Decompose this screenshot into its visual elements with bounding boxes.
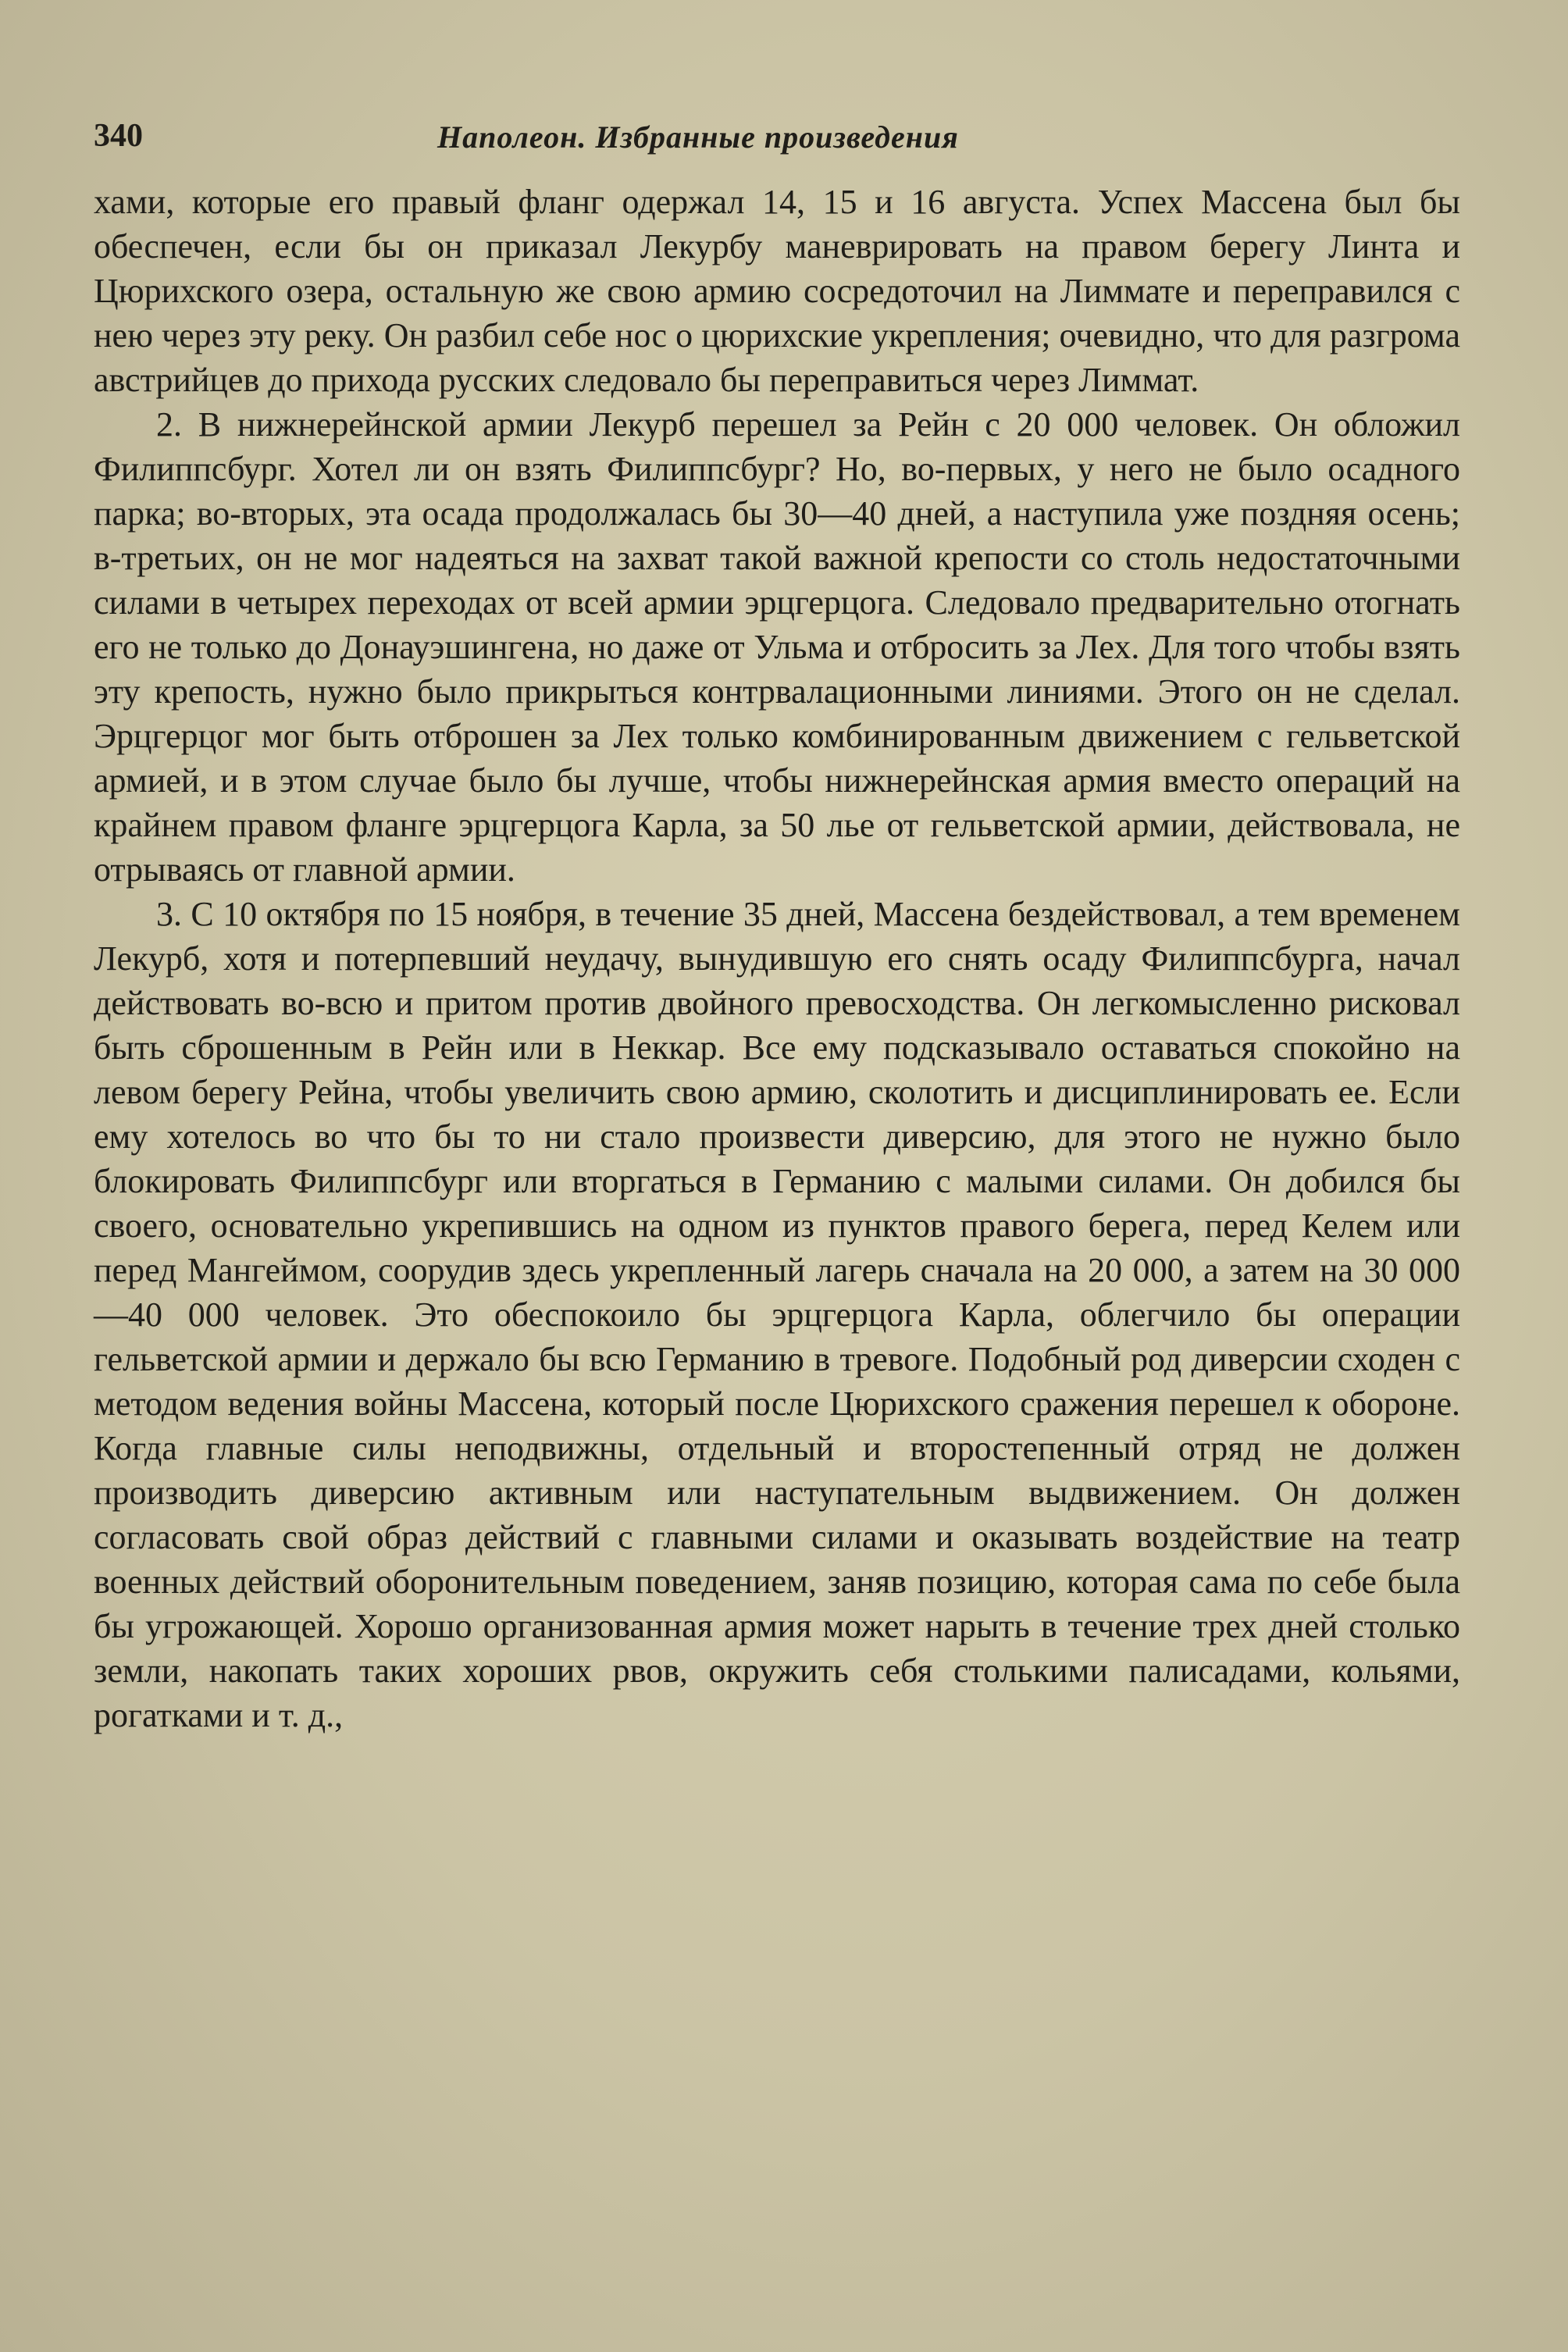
page-number: 340 xyxy=(94,118,143,154)
body-text xyxy=(94,180,1460,1737)
book-page xyxy=(94,117,1460,1737)
paragraph-1: хами, которые его правый фланг одержал 14, 15 и 16 августа. Успех Массена был бы обеспечен, если бы он приказал Лекурбу маневрировать на правом берегу Линта и Цюрихского озера, остальную же свою армию сосредоточил на Лиммате и переправился с нею через эту реку. Он разбил себе нос о цюрихские укрепления; очевидно, что для разгрома австрийцев до прихода русских следовало бы переправиться через Лиммат. xyxy=(94,183,1460,399)
running-head xyxy=(94,117,1460,172)
paragraph-3: 3. С 10 октября по 15 ноября, в течение 35 дней, Массена бездействовал, а тем временем Лекурб, хотя и потерпевший неудачу, вынудившую его снять осаду Филиппсбурга, начал действовать во-всю и притом против двойного превосходства. Он легкомысленно рисковал быть сброшенным в Рейн или в Неккар. Все ему подсказывало оставаться спокойно на левом берегу Рейна, чтобы увеличить свою армию, сколотить и дисциплинировать ее. Если ему хотелось во что бы то ни стало произвести диверсию, для этого не нужно было блокировать Филиппсбург или вторгаться в Германию с малыми силами. Он добился бы своего, основательно укрепившись на одном из пунктов правого берега, перед Келем или перед Мангеймом, соорудив здесь укрепленный лагерь сначала на 20 000, а затем на 30 000—40 000 человек. Это обеспокоило бы эрцгерцога Карла, облегчило бы операции гельветской армии и держало бы всю Германию в тревоге. Подобный род диверсии сходен с методом ведения войны Массена, который после Цюрихского сражения перешел к обороне. Когда главные силы неподвижны, отдельный и второстепенный отряд не должен производить диверсию активным или наступательным выдвижением. Он должен согласовать свой образ действий с главными силами и оказывать воздействие на театр военных действий оборонительным поведением, заняв позицию, которая сама по себе была бы угрожающей. Хорошо организованная армия может нарыть в течение трех дней столько земли, накопать таких хороших рвов, окружить себя столькими палисадами, кольями, рогатками и т. д., xyxy=(94,895,1460,1734)
paragraph-2: 2. В нижнерейнской армии Лекурб перешел за Рейн с 20 000 человек. Он обложил Филиппсбург. Хотел ли он взять Филиппсбург? Но, во-первых, у него не было осадного парка; во-вторых, эта осада продолжалась бы 30—40 дней, а наступила уже поздняя осень; в-третьих, он не мог надеяться на захват такой важной крепости со столь недостаточными силами в четырех переходах от всей армии эрцгерцога. Следовало предварительно отогнать его не только до Донауэшингена, но даже от Ульма и отбросить за Лех. Для того чтобы взять эту крепость, нужно было прикрыться контрвалационными линиями. Этого он не сделал. Эрцгерцог мог быть отброшен за Лех только комбинированным движением с гельветской армией, и в этом случае было бы лучше, чтобы нижнерейнская армия вместо операций на крайнем правом фланге эрцгерцога Карла, за 50 лье от гельветской армии, действовала, не отрываясь от главной армии. xyxy=(94,405,1460,889)
running-title: Наполеон. Избранные произведения xyxy=(437,119,959,155)
